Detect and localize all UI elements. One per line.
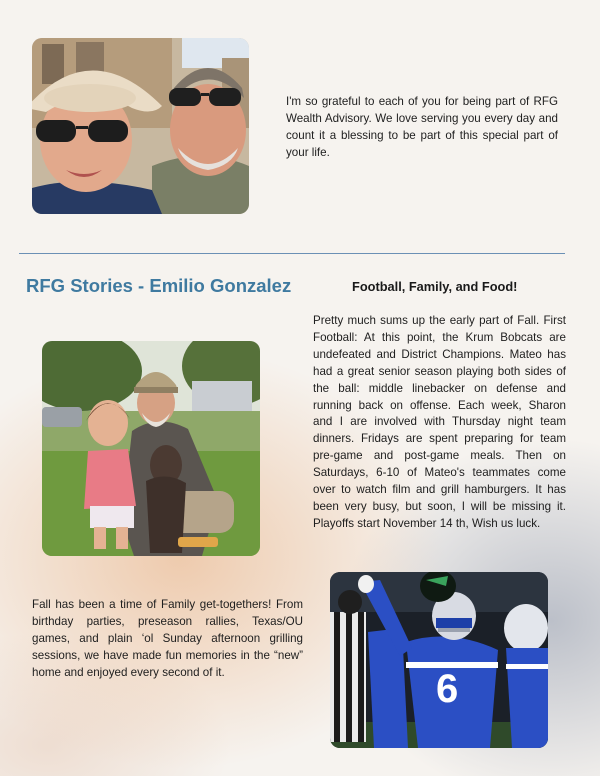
intro-paragraph: I'm so grateful to each of you for being part of RFG Wealth Advisory. We love serving you every day and count it a blessing to be part of this special part of your life. — [286, 95, 558, 159]
family-with-puppy-photo — [42, 341, 260, 556]
section-title: RFG Stories - Emilio Gonzalez — [26, 275, 292, 296]
story-heading: Football, Family, and Food! — [352, 279, 518, 294]
jersey-number-text: 6 — [436, 667, 459, 711]
couple-selfie-photo — [32, 38, 249, 214]
story-paragraph: Pretty much sums up the early part of Fall. First Football: At this point, the Krum Bobcats are undefeated and District Champions. Mateo has had a great senior season playing both sides of the ball: middle linebacker on defense and running back on offense. Each week, Sharon and I are involved with Thursday night team dinners. Fridays are spent preparing for team pre-game and post-game meals. Then on Saturdays, 6-10 of Mateo's teammates come over to watch film and grill hamburgers. It has been very busy, but soon, I will be missing it. Playoffs start November 14 th, Wish us luck. — [313, 314, 566, 530]
section-divider — [19, 253, 565, 254]
football-game-photo — [330, 572, 548, 748]
fall-paragraph: Fall has been a time of Family get-togethers! From birthday parties, preseason rallies, Texas/OU games, and plain ‘ol Sunday afternoon grilling sessions, we have made fun memories in the “new” home and enjoyed every second of it. — [32, 598, 303, 679]
